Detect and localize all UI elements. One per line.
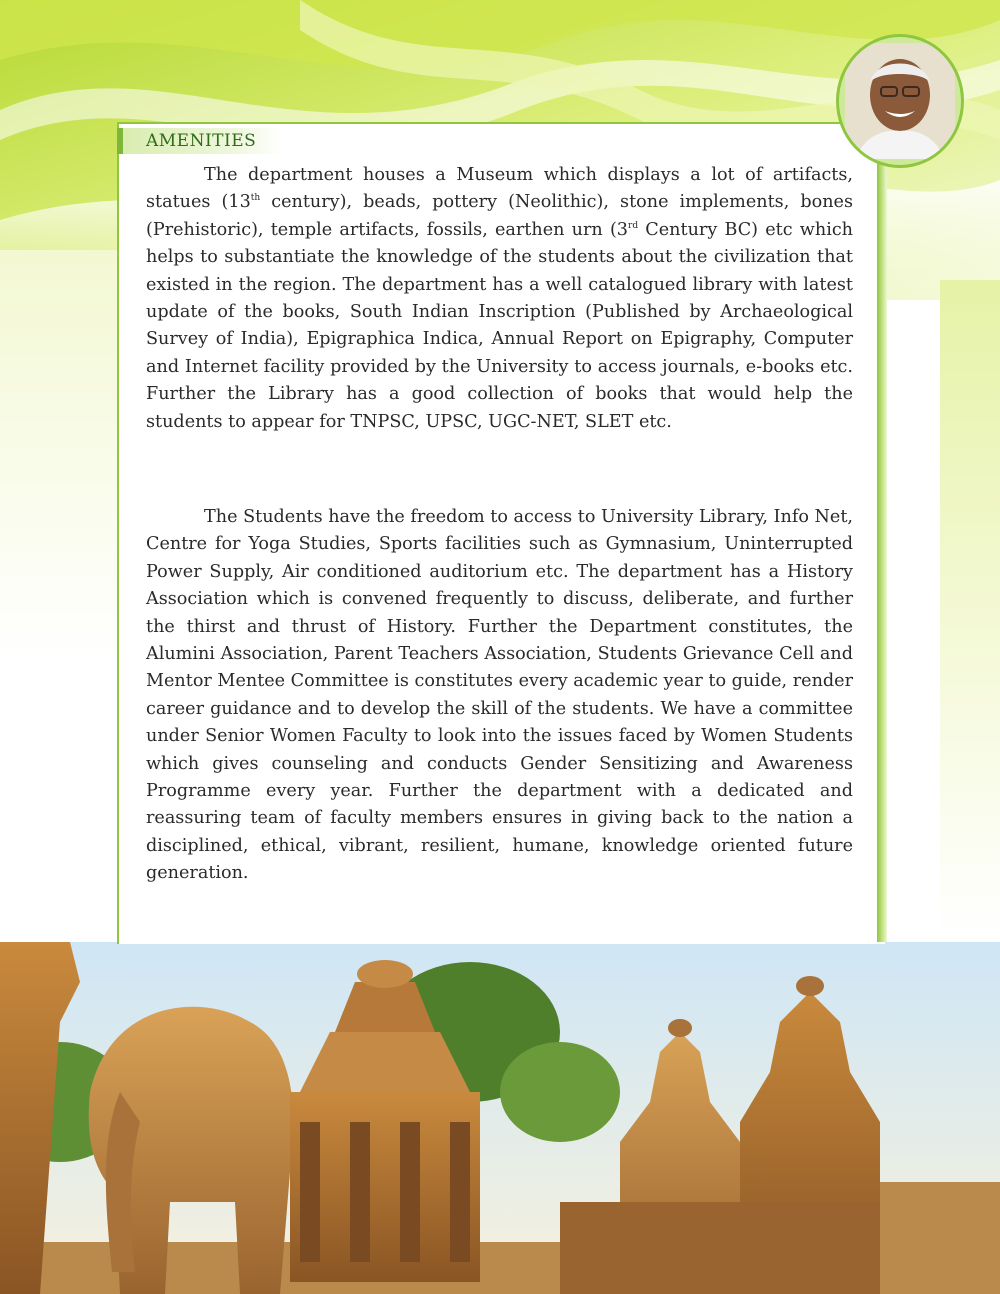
- right-background-fade: [940, 280, 1000, 940]
- paragraph-text: century), beads, pottery (Neolithic), stone implements, bones (Prehistoric), temple artifacts, fossils, earthen urn (3: [146, 192, 853, 240]
- portrait-frame: [836, 34, 964, 168]
- paragraph-student-facilities: The Students have the freedom to access to University Library, Info Net, Centre for Yoga Studies, Sports facilities such as Gymnasium, Uninterrupted Power Supply, Air conditioned auditorium etc. The department has a History Association which is convened frequently to discuss, deliberate, and further the thirst and thrust of History. Further the Department constitutes, the Alumini Association, Parent Teachers Association, Students Grievance Cell and Mentor Mentee Committee is constitutes every academic year to guide, render career guidance and to develop the skill of the students. We have a committee under Senior Women Faculty to look into the issues faced by Women Students which gives counseling and conducts Gender Sensitizing and Awareness Programme every year. Further the department with a dedicated and reassuring team of faculty members ensures in giving back to the nation a disciplined, ethical, vibrant, resilient, humane, knowledge oriented future generation.: [146, 507, 853, 884]
- founder-portrait: [845, 43, 955, 159]
- section-heading: AMENITIES: [117, 128, 282, 154]
- temples-photo: [0, 942, 1000, 1294]
- panel-right-border: [877, 122, 887, 942]
- paragraph-text: Century BC) etc which helps to substantiate the knowledge of the students about the civilization that existed in the region. The department has a well catalogued library with latest update of the books, South Indian Inscription (Published by Archaeological Survey of India), Epigraphica Indica, Annual Report on Epigraphy, Computer and Internet facility provided by the University to access journals, e-books etc. Further the Library has a good collection of books that would help the students to appear for TNPSC, UPSC, UGC-NET, SLET etc.: [146, 219, 854, 432]
- paragraph-text: The department houses a Museum which displays a lot of artifacts, statues (13: [146, 165, 853, 213]
- left-background-fade: [0, 250, 118, 940]
- superscript: rd: [628, 220, 639, 231]
- superscript: th: [250, 193, 261, 204]
- paragraph-museum-library: [146, 162, 853, 436]
